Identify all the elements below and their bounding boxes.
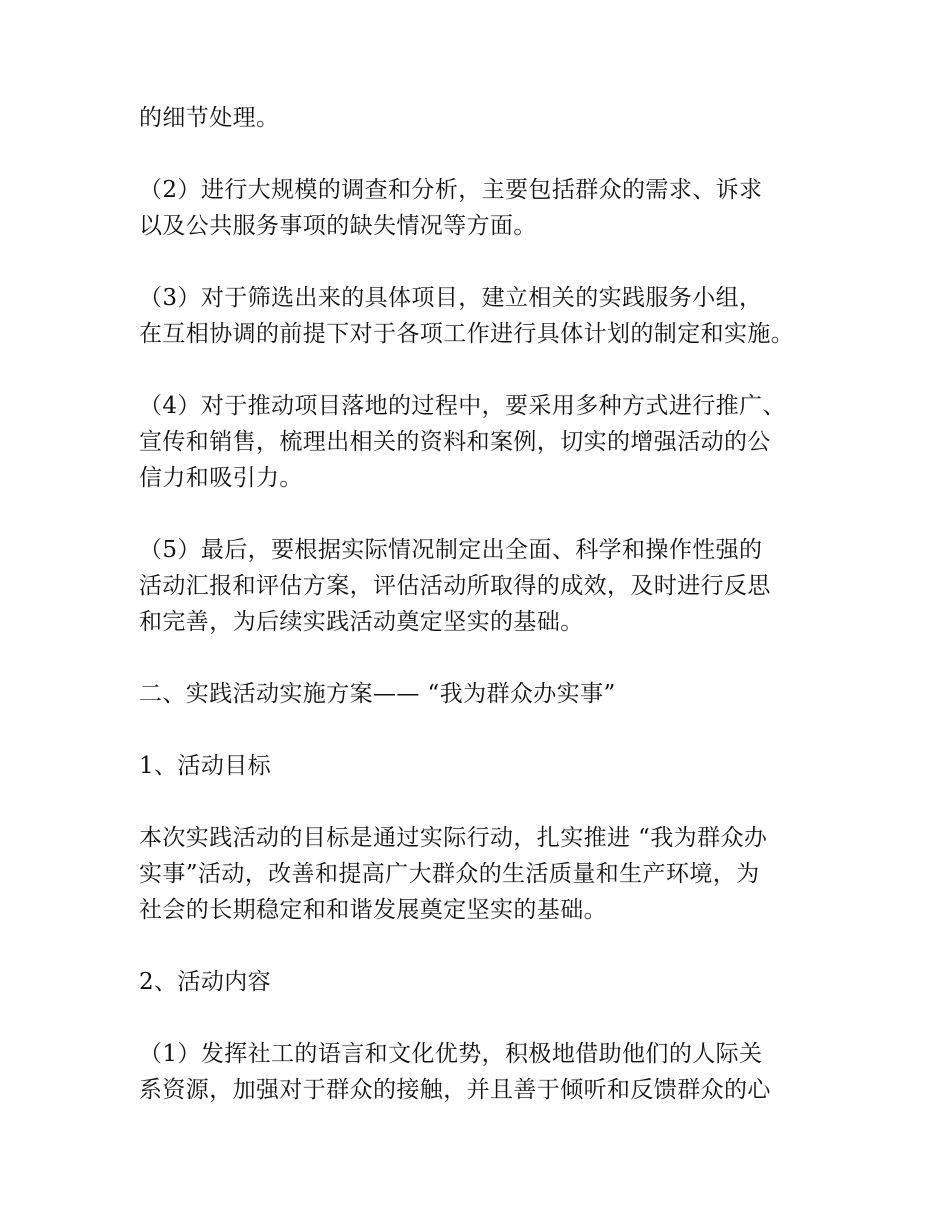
heading-line: 2、活动内容 [139,969,272,995]
text-line: 信力和吸引力。 [139,465,303,491]
section-heading [139,676,839,712]
text-line: 以及公共服务事项的缺失情况等方面。 [139,213,537,239]
paragraph-item-3 [139,280,839,352]
text-line: 系资源，加强对于群众的接触，并且善于倾听和反馈群众的心 [139,1077,771,1103]
text-line: 宣传和销售，梳理出相关的资料和案例，切实的增强活动的公 [139,429,771,455]
paragraph-goal [139,820,839,928]
text-line: 的细节处理。 [139,105,280,131]
paragraph-item-4 [139,388,839,496]
paragraph-continuation [139,100,839,136]
text-line: （3）对于筛选出来的具体项目，建立相关的实践服务小组， [139,285,763,311]
paragraph-content-item-1 [139,1036,839,1108]
text-line: （1）发挥社工的语言和文化优势，积极地借助他们的人际关 [139,1041,763,1067]
subsection-heading-goal [139,748,839,784]
text-line: （5）最后，要根据实际情况制定出全面、科学和操作性强的 [139,537,763,563]
paragraph-item-5 [139,532,839,640]
text-line: （4）对于推动项目落地的过程中，要采用多种方式进行推广、 [139,393,786,419]
heading-line: 1、活动目标 [139,753,272,779]
text-line: 在互相协调的前提下对于各项工作进行具体计划的制定和实施。 [139,321,795,347]
text-line: 社会的长期稳定和和谐发展奠定坚实的基础。 [139,897,607,923]
document-page [139,100,839,1144]
paragraph-item-2 [139,172,839,244]
text-line: 本次实践活动的目标是通过实际行动，扎实推进 “我为群众办 [139,825,768,851]
text-line: 实事”活动，改善和提高广大群众的生活质量和生产环境，为 [139,861,760,887]
heading-line: 二、实践活动实施方案—— “我为群众办实事” [139,681,616,707]
text-line: 活动汇报和评估方案，评估活动所取得的成效，及时进行反思 [139,573,771,599]
subsection-heading-content [139,964,839,1000]
text-line: （2）进行大规模的调查和分析，主要包括群众的需求、诉求 [139,177,763,203]
text-line: 和完善，为后续实践活动奠定坚实的基础。 [139,609,584,635]
